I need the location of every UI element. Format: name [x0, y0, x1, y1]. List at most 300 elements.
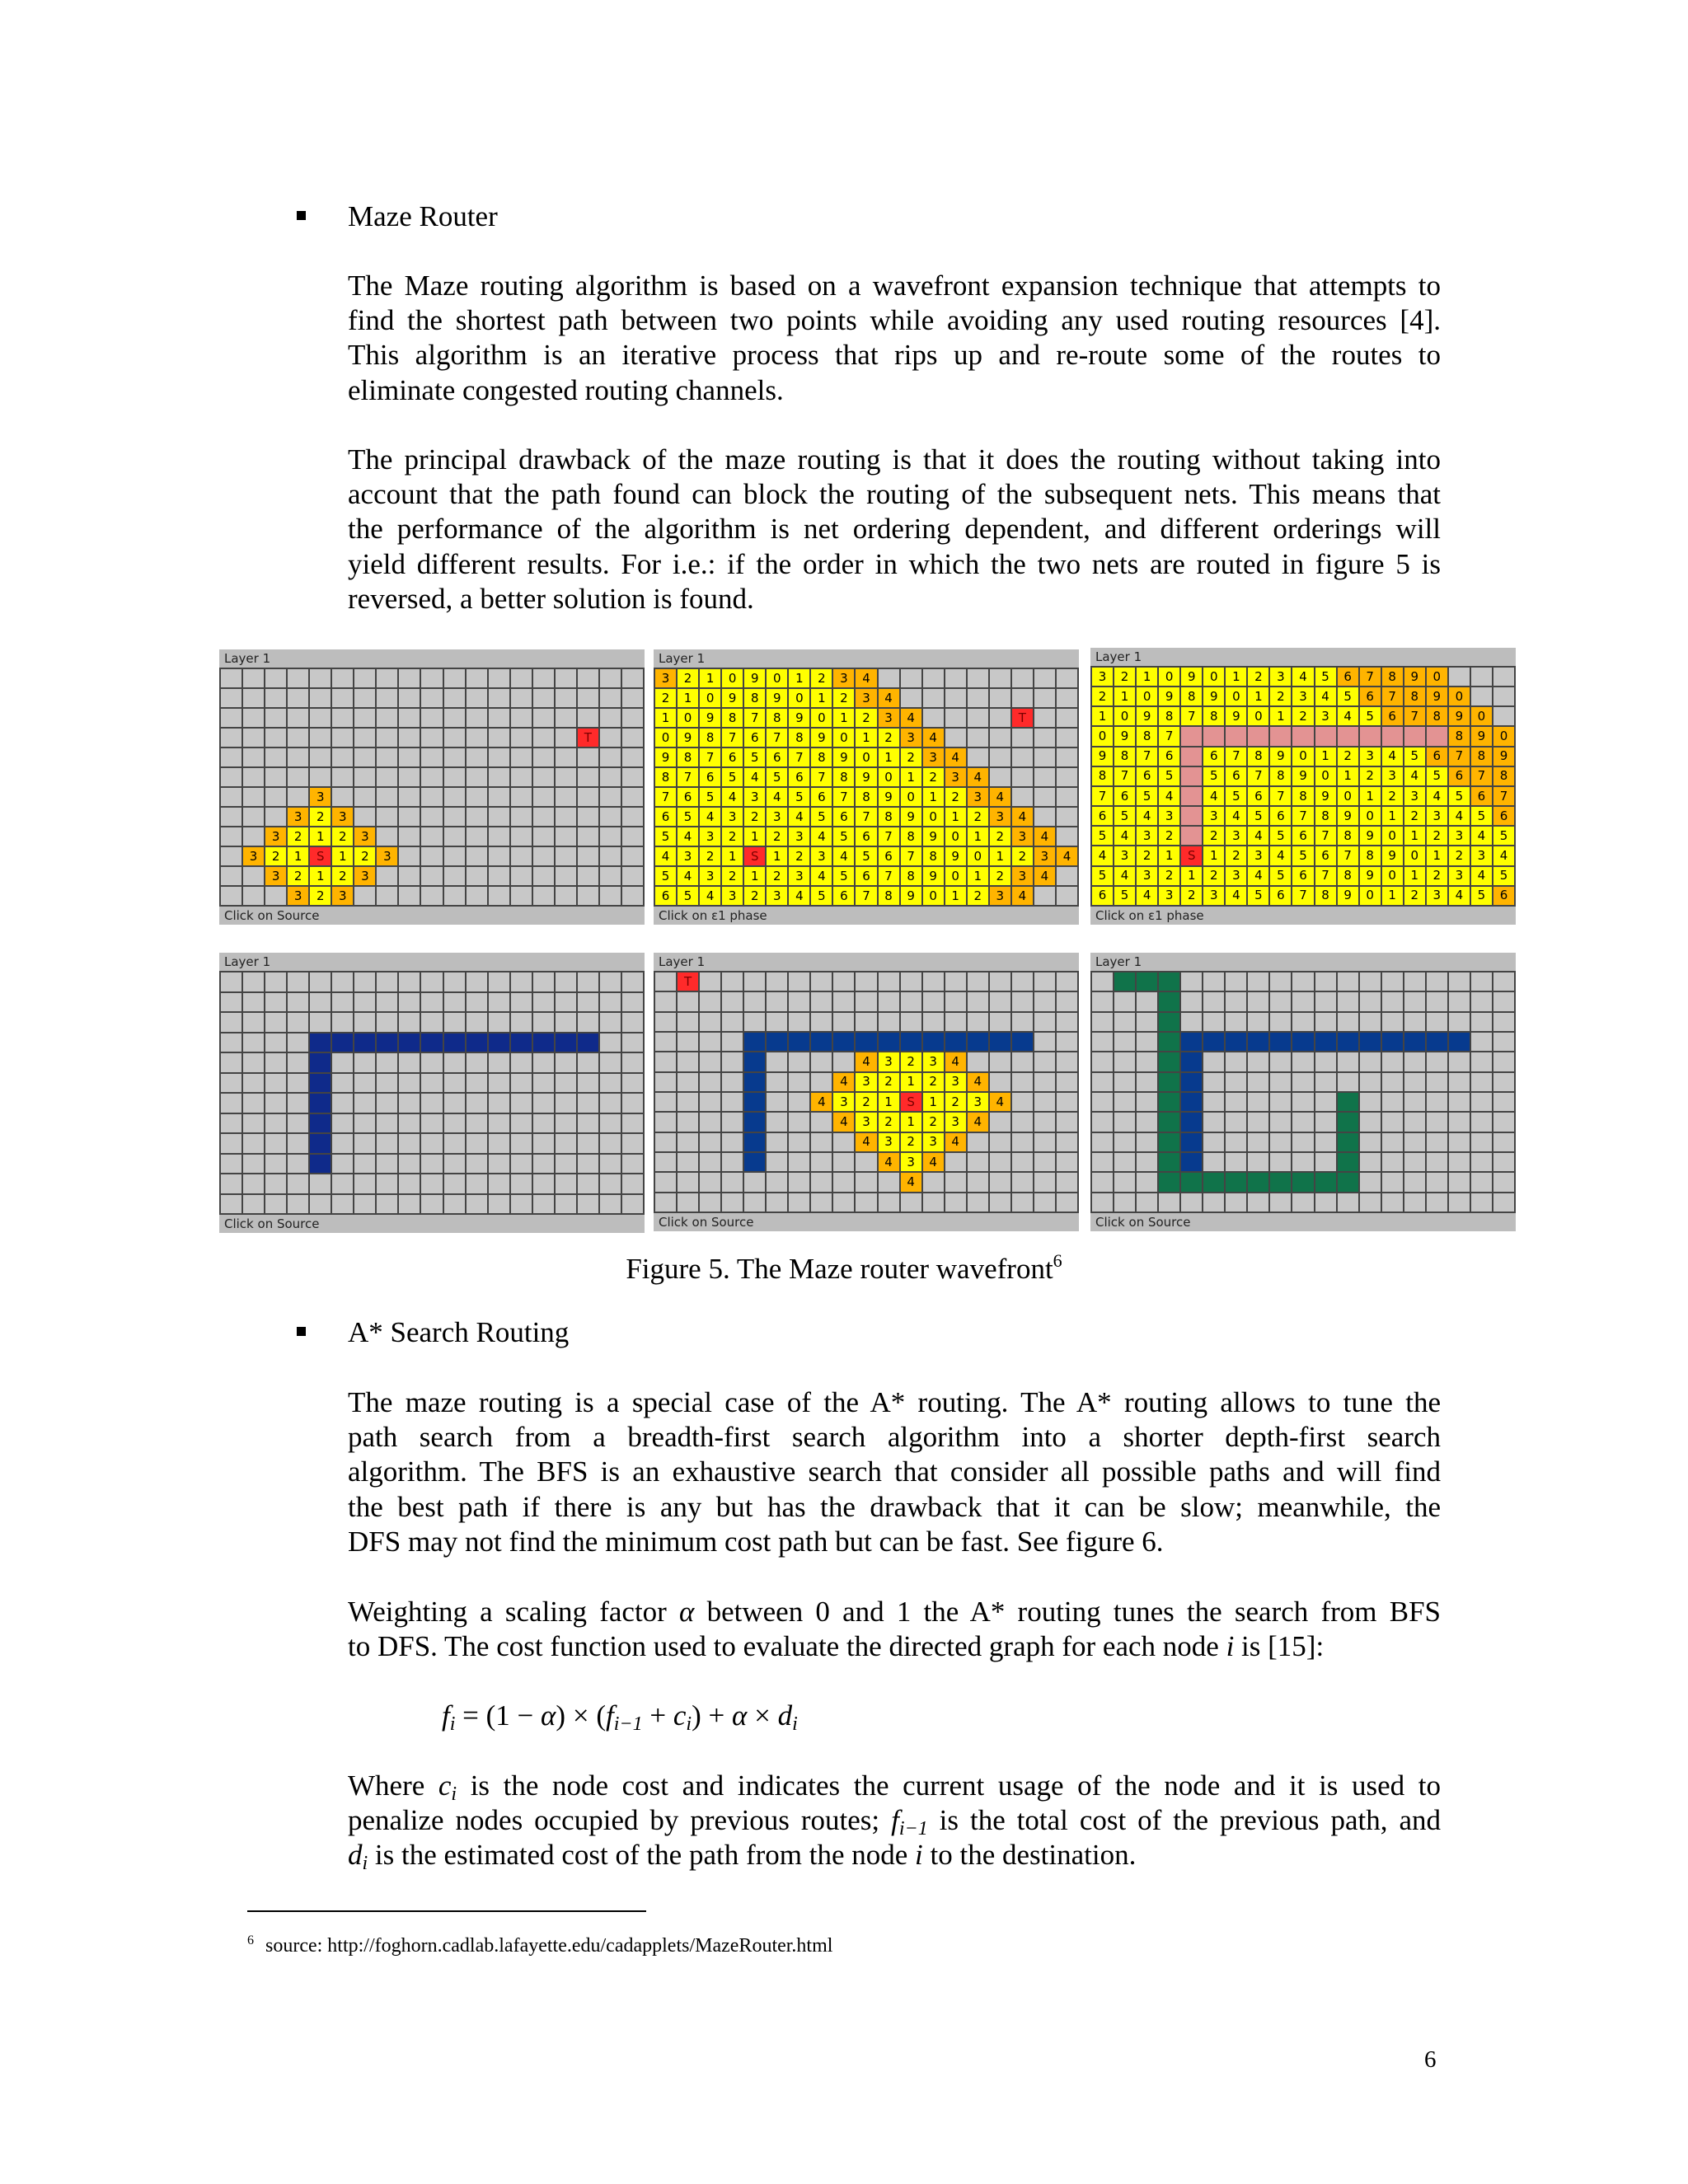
grid-cell: 2: [1203, 867, 1224, 885]
text-line: The maze routing is a special case of the A* routing. The A* routing allows to tune the: [348, 1386, 1441, 1418]
grid-cell: 9: [1114, 727, 1135, 745]
grid-cell: [310, 768, 331, 786]
grid-cell: [467, 887, 487, 905]
grid-cell: [556, 729, 576, 747]
grid-cell: [1292, 1013, 1313, 1031]
grid-cell: 8: [767, 709, 787, 727]
grid-cell: 4: [811, 1093, 832, 1111]
grid-cell: [1137, 1173, 1157, 1191]
grid-cell: [377, 1114, 397, 1133]
text-line: the best path if there is any but has the drawback that it can be slow; meanwhile, the: [348, 1490, 1441, 1523]
grid-cell: [243, 972, 264, 991]
grid-cell: 9: [1338, 807, 1358, 825]
text-line: path search from a breadth-first search algorithm into a shorter depth-first search: [348, 1421, 1441, 1454]
panel-status-label: Click on Source: [224, 1216, 320, 1231]
grid-cell: 1: [1382, 887, 1403, 905]
grid-cell: 4: [789, 808, 809, 826]
grid-cell: S: [1181, 846, 1202, 865]
grid-cell: [467, 768, 487, 786]
grid-cell: [421, 808, 442, 826]
grid-cell: [1471, 1033, 1492, 1051]
grid-cell: [968, 1193, 988, 1212]
grid-cell: 9: [901, 808, 921, 826]
grid-cell: 1: [879, 748, 899, 766]
grid-cell: [511, 1155, 532, 1174]
grid-cell: 7: [1226, 748, 1246, 766]
grid-cell: [265, 689, 286, 707]
grid-cell: 3: [1226, 827, 1246, 845]
grid-cell: [421, 993, 442, 1012]
grid-cell: [310, 1074, 331, 1093]
grid-cell: 7: [1471, 767, 1492, 785]
grid-cell: [332, 748, 353, 766]
grid-cell: [1270, 1173, 1291, 1191]
grid-cell: [1493, 668, 1514, 686]
grid-cell: 1: [1315, 748, 1336, 766]
grid-cell: [354, 729, 375, 747]
grid-cell: 4: [722, 788, 743, 806]
grid-cell: [1471, 668, 1492, 686]
grid-cell: [1449, 1052, 1470, 1071]
grid-cell: [722, 1093, 743, 1111]
astar-paragraph-1: [348, 1385, 1441, 1559]
grid-cell: [1404, 1173, 1425, 1191]
grid-cell: [421, 768, 442, 786]
grid-cell: [1012, 1093, 1033, 1111]
grid-cell: [968, 689, 988, 707]
grid-cell: 5: [1493, 827, 1514, 845]
grid-cell: [310, 1174, 331, 1193]
grid-cell: 5: [1159, 767, 1179, 785]
grid-cell: 4: [879, 1153, 899, 1171]
grid-cell: [990, 729, 1010, 747]
grid-cell: [767, 1133, 787, 1151]
grid-cell: 1: [1404, 827, 1425, 845]
grid-cell: [1092, 1153, 1113, 1171]
grid-cell: [1449, 1093, 1470, 1111]
grid-cell: [1338, 727, 1358, 745]
grid-cell: [1159, 1013, 1179, 1031]
grid-cell: [1012, 1173, 1033, 1191]
grid-cell: [1315, 1133, 1336, 1151]
grid-cell: [600, 1195, 621, 1214]
grid-cell: [600, 972, 621, 991]
grid-cell: [399, 788, 420, 806]
grid-cell: [243, 1114, 264, 1133]
grid-cell: 2: [968, 887, 988, 905]
grid-cell: [489, 1155, 509, 1174]
panel-layer-label: Layer 1: [659, 651, 706, 666]
grid-cell: [377, 669, 397, 687]
grid-cell: [243, 788, 264, 806]
grid-cell: 5: [833, 867, 854, 885]
grid-cell: [1449, 1133, 1470, 1151]
grid-cell: 9: [1270, 748, 1291, 766]
grid-cell: [421, 1114, 442, 1133]
grid-cell: 8: [856, 788, 876, 806]
grid-cell: 8: [1092, 767, 1113, 785]
grid-cell: [1248, 1013, 1268, 1031]
grid-cell: 2: [945, 788, 966, 806]
grid-cell: [578, 1114, 598, 1133]
grid-cell: [399, 748, 420, 766]
grid-cell: 3: [332, 887, 353, 905]
routing-grid: [219, 668, 645, 907]
grid-cell: 4: [767, 788, 787, 806]
grid-cell: [1012, 992, 1033, 1010]
grid-cell: [221, 689, 241, 707]
grid-cell: 1: [1338, 767, 1358, 785]
grid-cell: [1092, 1093, 1113, 1111]
grid-cell: [945, 992, 966, 1010]
grid-cell: [1315, 1052, 1336, 1071]
grid-cell: [511, 689, 532, 707]
cost-formula: $f_i = (1 - \alpha) \times (f_{i-1} + c_i) + \alpha \times d_i$: [442, 1699, 798, 1735]
grid-cell: [421, 867, 442, 885]
grid-cell: [511, 847, 532, 865]
grid-cell: 6: [1270, 887, 1291, 905]
grid-cell: [556, 867, 576, 885]
grid-cell: 2: [332, 867, 353, 885]
grid-cell: 1: [288, 847, 308, 865]
grid-cell: [489, 1114, 509, 1133]
panel-layer-label: Layer 1: [659, 954, 706, 969]
grid-cell: [243, 1195, 264, 1214]
text-line: penalize nodes occupied by previous routes; $f_{i-1}$ is the total cost of the previous path, and: [348, 1804, 1441, 1840]
grid-cell: [1012, 729, 1033, 747]
maze-grid-panel: [1090, 648, 1516, 925]
grid-cell: 3: [265, 867, 286, 885]
grid-cell: [556, 847, 576, 865]
grid-cell: 9: [945, 847, 966, 865]
grid-cell: 3: [1248, 846, 1268, 865]
grid-cell: 0: [856, 748, 876, 766]
grid-cell: 3: [833, 669, 854, 687]
grid-cell: 8: [1315, 807, 1336, 825]
grid-cell: [600, 788, 621, 806]
grid-cell: 6: [1292, 827, 1313, 845]
grid-cell: 6: [811, 788, 832, 806]
grid-cell: [578, 748, 598, 766]
grid-cell: [310, 748, 331, 766]
grid-cell: [600, 827, 621, 846]
maze-paragraph-1: [348, 269, 1441, 408]
grid-cell: [1471, 992, 1492, 1010]
grid-cell: 9: [1092, 748, 1113, 766]
grid-cell: [901, 972, 921, 991]
grid-cell: [489, 768, 509, 786]
grid-cell: 2: [288, 827, 308, 846]
grid-cell: [945, 1013, 966, 1031]
grid-cell: 6: [1382, 707, 1403, 725]
routing-grid: [654, 971, 1079, 1213]
grid-cell: [1181, 1133, 1202, 1151]
grid-cell: [421, 1013, 442, 1032]
grid-cell: [332, 729, 353, 747]
grid-cell: [354, 1074, 375, 1093]
maze-grid-panel: [654, 649, 1079, 925]
grid-cell: 9: [856, 768, 876, 786]
grid-cell: [678, 1093, 698, 1111]
grid-cell: [399, 1094, 420, 1113]
grid-cell: 5: [1449, 787, 1470, 805]
grid-cell: 3: [744, 788, 765, 806]
grid-cell: [1057, 1033, 1077, 1051]
grid-cell: 6: [700, 768, 720, 786]
grid-cell: 3: [1012, 827, 1033, 846]
grid-cell: [421, 748, 442, 766]
grid-cell: [221, 993, 241, 1012]
grid-cell: [678, 1133, 698, 1151]
grid-cell: [467, 1114, 487, 1133]
grid-cell: [533, 1094, 554, 1113]
grid-cell: [377, 993, 397, 1012]
grid-cell: [1382, 1133, 1403, 1151]
grid-cell: [1226, 727, 1246, 745]
grid-cell: [1449, 1113, 1470, 1131]
grid-cell: [856, 972, 876, 991]
grid-cell: [533, 993, 554, 1012]
grid-cell: [1292, 1193, 1313, 1212]
grid-cell: [399, 1114, 420, 1133]
grid-cell: [332, 1155, 353, 1174]
grid-cell: [1427, 1052, 1447, 1071]
grid-cell: 6: [1092, 887, 1113, 905]
grid-cell: 4: [856, 1052, 876, 1071]
grid-cell: [444, 1033, 465, 1052]
grid-cell: 7: [1181, 707, 1202, 725]
grid-cell: 2: [1181, 887, 1202, 905]
grid-cell: [221, 972, 241, 991]
grid-cell: [1471, 1013, 1492, 1031]
grid-cell: [1404, 1193, 1425, 1212]
grid-cell: [265, 808, 286, 826]
grid-cell: [789, 1133, 809, 1151]
grid-cell: [990, 1193, 1010, 1212]
grid-cell: [556, 1094, 576, 1113]
grid-cell: [767, 972, 787, 991]
grid-cell: [811, 1052, 832, 1071]
grid-cell: [221, 847, 241, 865]
grid-cell: [399, 1195, 420, 1214]
grid-cell: [833, 1052, 854, 1071]
grid-cell: 7: [1292, 807, 1313, 825]
grid-cell: [1034, 729, 1055, 747]
maze-grid-panel: [1090, 953, 1516, 1231]
grid-cell: 6: [678, 788, 698, 806]
grid-cell: [467, 1134, 487, 1153]
grid-cell: [1181, 1093, 1202, 1111]
grid-cell: [288, 1174, 308, 1193]
grid-cell: 3: [354, 867, 375, 885]
grid-cell: 9: [1449, 707, 1470, 725]
grid-cell: [901, 1193, 921, 1212]
grid-cell: 4: [879, 689, 899, 707]
caption-footnote-marker: 6: [1053, 1250, 1062, 1271]
grid-cell: [221, 1094, 241, 1113]
grid-cell: [767, 1013, 787, 1031]
grid-cell: [489, 1013, 509, 1032]
grid-cell: [1248, 1052, 1268, 1071]
grid-cell: 2: [923, 1113, 944, 1131]
grid-cell: [622, 709, 643, 727]
grid-cell: [1449, 1173, 1470, 1191]
grid-cell: [1427, 992, 1447, 1010]
grid-cell: 9: [1226, 707, 1246, 725]
grid-cell: [789, 1113, 809, 1131]
grid-cell: 6: [1159, 748, 1179, 766]
grid-cell: [1248, 1093, 1268, 1111]
grid-cell: 2: [1012, 847, 1033, 865]
grid-cell: 3: [332, 808, 353, 826]
grid-cell: [1449, 972, 1470, 991]
grid-cell: 2: [288, 867, 308, 885]
grid-cell: [767, 1033, 787, 1051]
grid-cell: [1292, 1173, 1313, 1191]
grid-cell: [1092, 1073, 1113, 1091]
grid-cell: [833, 1013, 854, 1031]
grid-cell: [1292, 1113, 1313, 1131]
panel-status-label: Click on Source: [224, 908, 320, 923]
grid-cell: [1248, 992, 1268, 1010]
grid-cell: 3: [968, 1093, 988, 1111]
grid-cell: 4: [1226, 807, 1246, 825]
grid-cell: 4: [700, 887, 720, 905]
grid-cell: 9: [655, 748, 676, 766]
grid-cell: 5: [1315, 668, 1336, 686]
grid-cell: 2: [767, 827, 787, 846]
grid-cell: [288, 669, 308, 687]
grid-cell: [744, 1013, 765, 1031]
grid-cell: [1203, 1073, 1224, 1091]
grid-cell: [578, 1155, 598, 1174]
grid-cell: [489, 827, 509, 846]
grid-cell: [1034, 992, 1055, 1010]
grid-cell: 1: [833, 709, 854, 727]
grid-cell: 7: [833, 788, 854, 806]
grid-cell: [221, 1013, 241, 1032]
grid-cell: 8: [1360, 846, 1381, 865]
grid-cell: 1: [901, 768, 921, 786]
grid-cell: 5: [811, 808, 832, 826]
grid-cell: 4: [968, 768, 988, 786]
grid-cell: [1057, 788, 1077, 806]
grid-cell: [600, 1174, 621, 1193]
grid-cell: [288, 1134, 308, 1153]
grid-cell: [833, 972, 854, 991]
grid-cell: [1404, 727, 1425, 745]
grid-cell: 2: [310, 887, 331, 905]
text-line: algorithm. The BFS is an exhaustive search that consider all possible paths and will find: [348, 1455, 1441, 1488]
grid-cell: 4: [1012, 808, 1033, 826]
grid-cell: [399, 1053, 420, 1072]
grid-cell: [489, 788, 509, 806]
grid-cell: [811, 1073, 832, 1091]
grid-cell: [354, 1013, 375, 1032]
grid-cell: [622, 788, 643, 806]
grid-cell: 7: [856, 808, 876, 826]
grid-cell: [399, 689, 420, 707]
grid-cell: [1449, 992, 1470, 1010]
grid-cell: 2: [1270, 687, 1291, 705]
grid-cell: [556, 1033, 576, 1052]
grid-cell: [578, 768, 598, 786]
grid-cell: 3: [811, 847, 832, 865]
grid-cell: [377, 827, 397, 846]
grid-cell: [1493, 1113, 1514, 1131]
grid-cell: 3: [1292, 687, 1313, 705]
grid-cell: [1137, 1113, 1157, 1131]
grid-cell: [288, 1013, 308, 1032]
grid-cell: 1: [655, 709, 676, 727]
grid-cell: 6: [789, 768, 809, 786]
grid-cell: 4: [811, 867, 832, 885]
grid-cell: [811, 1113, 832, 1131]
grid-cell: 1: [1360, 787, 1381, 805]
text-line: find the shortest path between two points while avoiding any used routing resources [4].: [348, 304, 1441, 337]
grid-cell: [1034, 1193, 1055, 1212]
grid-cell: 4: [1203, 787, 1224, 805]
grid-cell: [467, 1195, 487, 1214]
grid-cell: 6: [833, 808, 854, 826]
grid-cell: [310, 1114, 331, 1133]
grid-cell: [1404, 1113, 1425, 1131]
grid-cell: 8: [1270, 767, 1291, 785]
grid-cell: [1248, 1173, 1268, 1191]
grid-cell: [421, 1195, 442, 1214]
grid-cell: 0: [901, 788, 921, 806]
grid-cell: 9: [678, 729, 698, 747]
grid-cell: 2: [811, 669, 832, 687]
grid-cell: [489, 1174, 509, 1193]
grid-cell: 8: [744, 689, 765, 707]
grid-cell: [243, 1074, 264, 1093]
grid-cell: [1404, 1033, 1425, 1051]
grid-cell: [1034, 1052, 1055, 1071]
grid-cell: [923, 689, 944, 707]
grid-cell: 4: [923, 1153, 944, 1171]
grid-cell: [767, 1153, 787, 1171]
grid-cell: 2: [968, 808, 988, 826]
grid-cell: [767, 1052, 787, 1071]
grid-cell: 0: [1427, 668, 1447, 686]
grid-cell: [700, 1153, 720, 1171]
section-heading: Maze Router: [348, 200, 498, 232]
grid-cell: [467, 1033, 487, 1052]
grid-cell: [511, 972, 532, 991]
grid-cell: [399, 1134, 420, 1153]
grid-cell: [856, 1153, 876, 1171]
grid-cell: [1360, 1173, 1381, 1191]
grid-cell: [968, 729, 988, 747]
grid-cell: 0: [1382, 827, 1403, 845]
grid-cell: [221, 1195, 241, 1214]
grid-cell: [1360, 1073, 1381, 1091]
grid-cell: [1471, 1093, 1492, 1111]
grid-cell: [243, 709, 264, 727]
grid-cell: [722, 1153, 743, 1171]
grid-cell: 3: [1012, 867, 1033, 885]
grid-cell: [1012, 768, 1033, 786]
grid-cell: 7: [1114, 767, 1135, 785]
grid-cell: [600, 689, 621, 707]
grid-cell: [1114, 1193, 1135, 1212]
grid-cell: 3: [945, 1073, 966, 1091]
grid-cell: [655, 1073, 676, 1091]
grid-cell: [1203, 1193, 1224, 1212]
grid-cell: [600, 709, 621, 727]
grid-cell: [1034, 1093, 1055, 1111]
